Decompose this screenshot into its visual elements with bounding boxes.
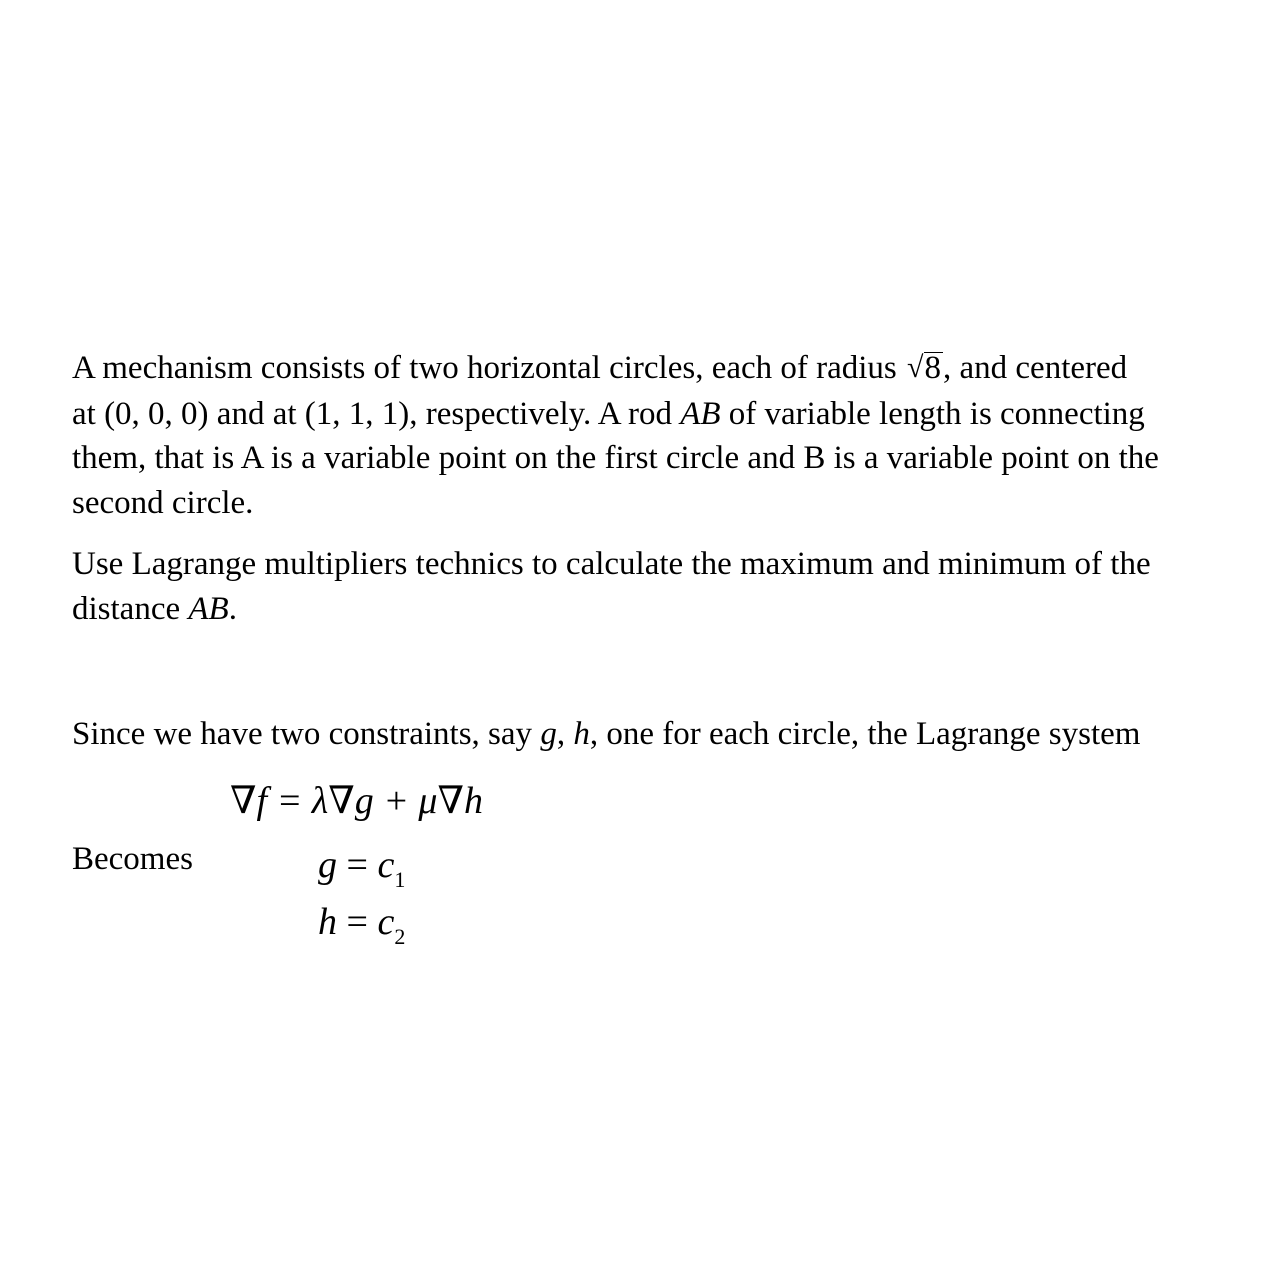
problem-line-3: them, that is A is a variable point on the first circle and B is a variable point on the <box>72 440 1159 476</box>
solution-intro: Since we have two constraints, say g, h, one for each circle, the Lagrange system <box>72 716 1141 752</box>
lagrange-equation: ∇f = λ∇g + μ∇h <box>230 780 483 822</box>
task-line-1: Use Lagrange multipliers technics to calculate the maximum and minimum of the <box>72 546 1151 582</box>
problem-line-4: second circle. <box>72 484 254 521</box>
becomes-label: Becomes <box>72 841 193 877</box>
segment-name: AB <box>188 590 229 627</box>
square-root: √8 <box>907 350 941 386</box>
problem-statement <box>72 346 1242 525</box>
rod-name: AB <box>680 395 721 432</box>
problem-line-2: at (0, 0, 0) and at (1, 1, 1), respectively. A rod AB of variable length is connecting <box>72 395 1145 432</box>
problem-line-1: A mechanism consists of two horizontal circles, each of radius √8, and centered <box>72 346 1242 392</box>
task-line-2: distance AB. <box>72 590 237 627</box>
constraint-h-equation: $h = c_2$ <box>318 901 406 949</box>
task-statement <box>72 542 1242 631</box>
constraint-g-equation: $g = c_1$ <box>318 844 406 892</box>
